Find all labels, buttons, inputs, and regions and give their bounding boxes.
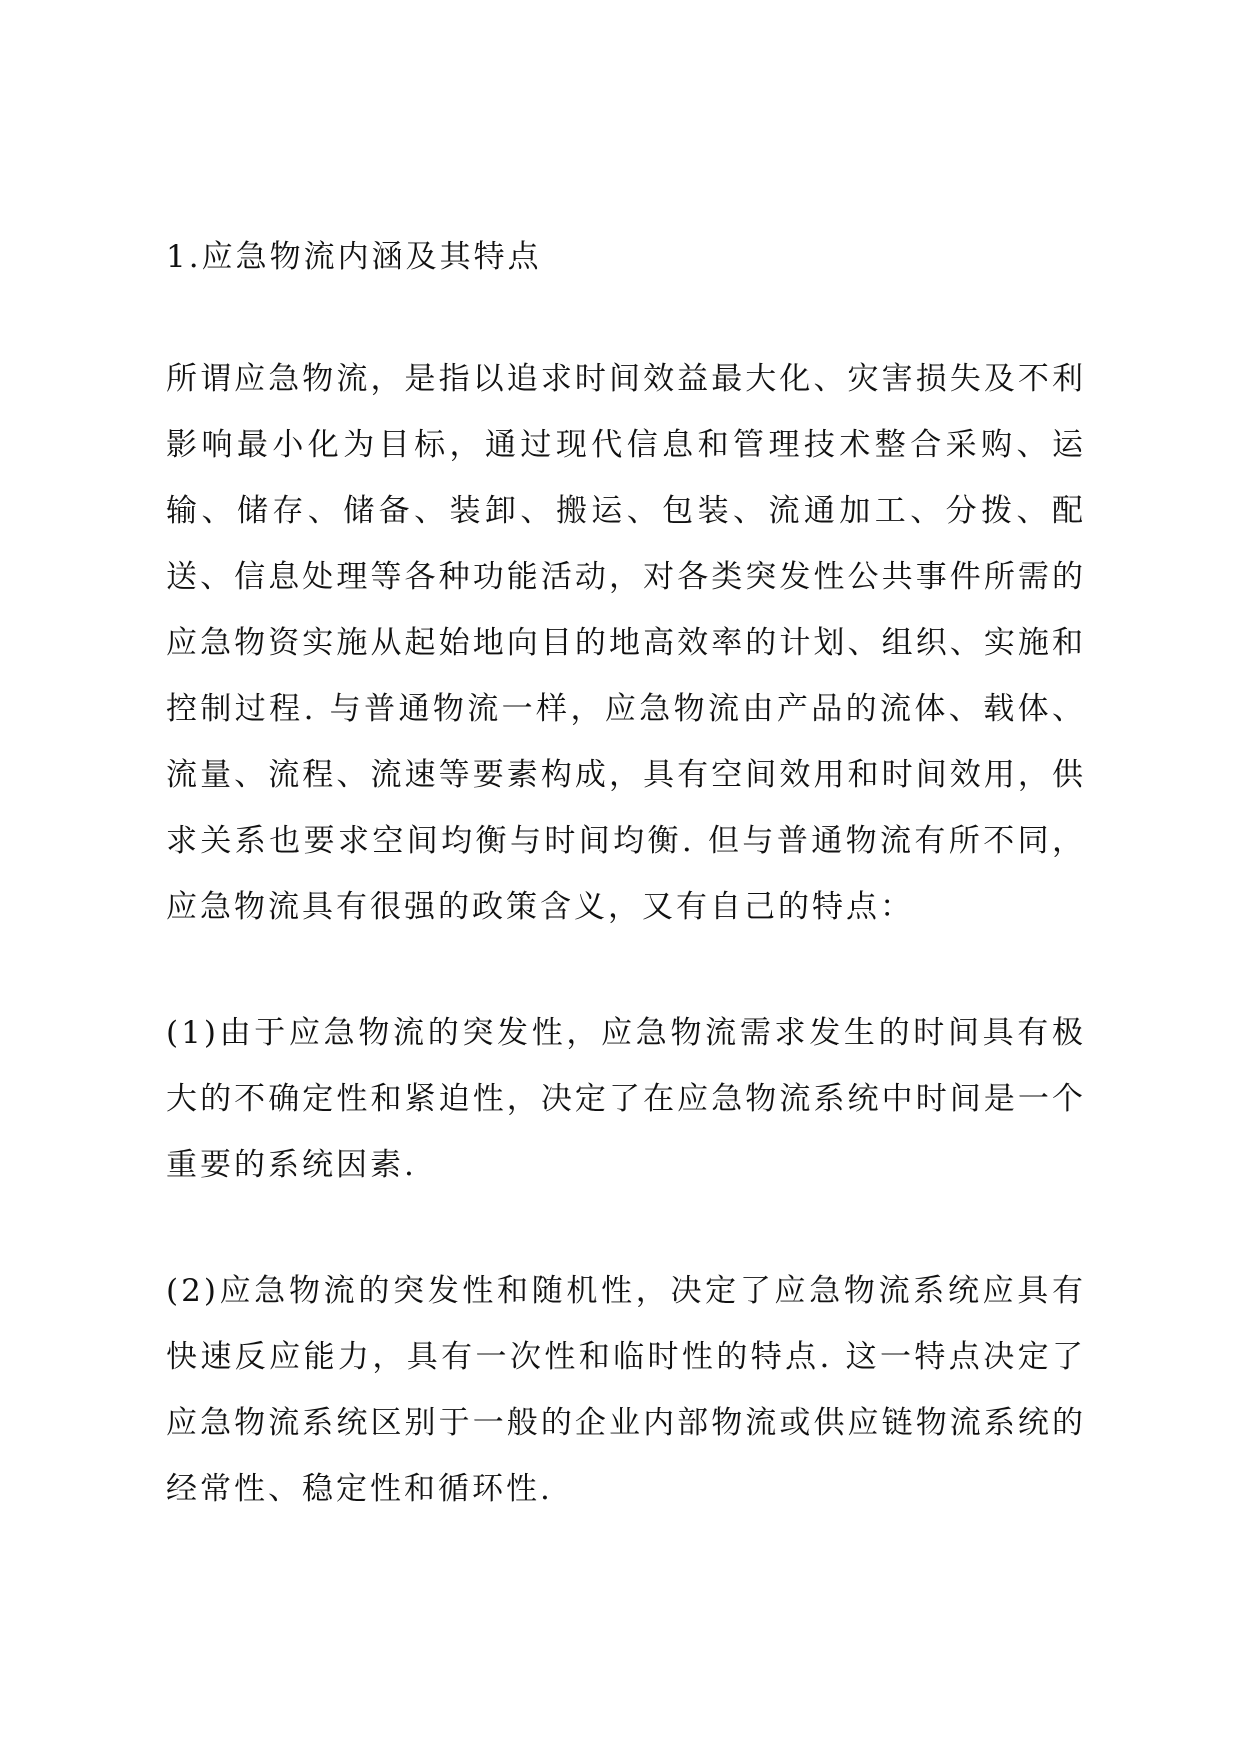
section-heading: 1.应急物流内涵及其特点: [166, 239, 542, 275]
paragraph-feature-2: (2)应急物流的突发性和随机性，决定了应急物流系统应具有快速反应能力，具有一次性和临时性的特点. 这一特点决定了应急物流系统区别于一般的企业内部物流或供应链物流系统的经常性、稳定性和循环性.: [166, 1273, 1086, 1507]
paragraph-feature-1: (1)由于应急物流的突发性，应急物流需求发生的时间具有极大的不确定性和紧迫性，决定了在应急物流系统中时间是一个重要的系统因素.: [166, 1015, 1086, 1183]
paragraph-definition: 所谓应急物流，是指以追求时间效益最大化、灾害损失及不利影响最小化为目标，通过现代信息和管理技术整合采购、运输、储存、储备、装卸、搬运、包装、流通加工、分拨、配送、信息处理等各种功能活动，对各类突发性公共事件所需的应急物资实施从起始地向目的地高效率的计划、组织、实施和控制过程. 与普通物流一样，应急物流由产品的流体、载体、流量、流程、流速等要素构成，具有空间效用和时间效用，供求关系也要求空间均衡与时间均衡. 但与普通物流有所不同，应急物流具有很强的政策含义，又有自己的特点：: [166, 361, 1086, 925]
document-body: [166, 224, 1086, 1522]
